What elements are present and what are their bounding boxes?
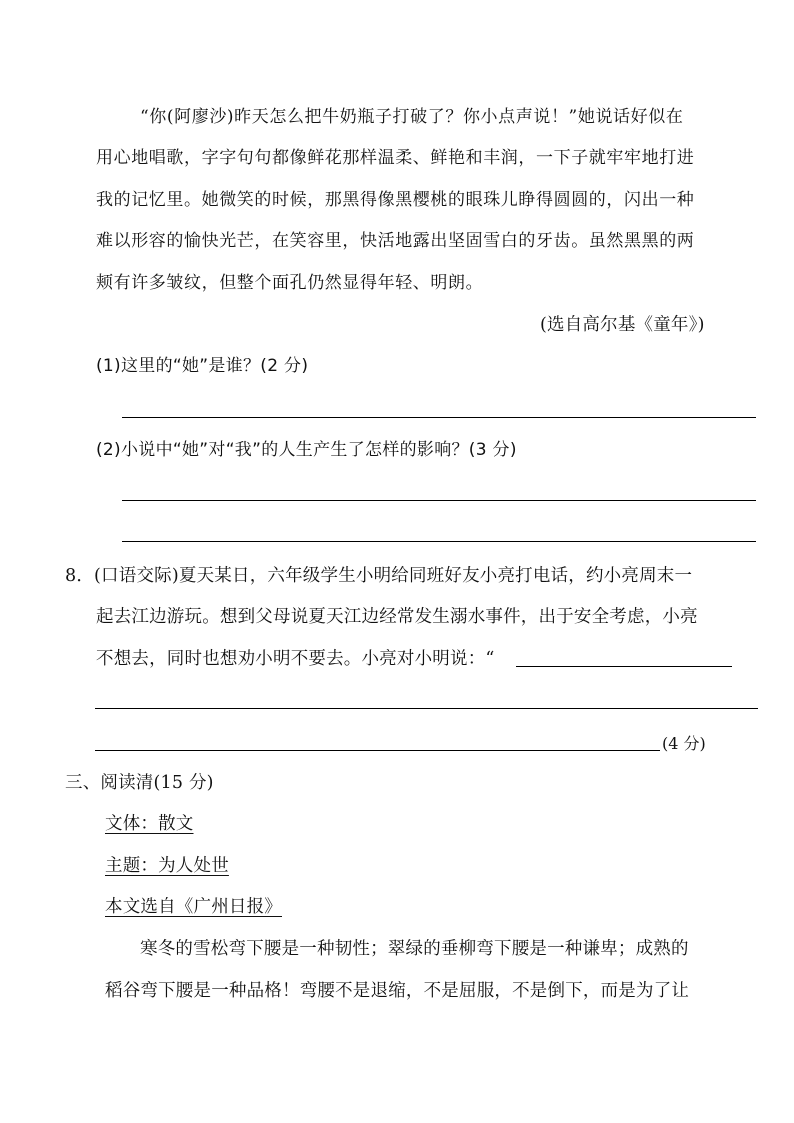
answer-line-q8-2[interactable] bbox=[95, 750, 660, 751]
question-1: (1)这里的“她”是谁？(2 分) bbox=[96, 356, 309, 376]
section-3-genre: 文体：散文 bbox=[105, 814, 194, 834]
answer-line-q2-1[interactable] bbox=[122, 500, 756, 501]
question-8-score: (4 分) bbox=[662, 734, 706, 753]
question-2: (2)小说中“她”对“我”的人生产生了怎样的影响？(3 分) bbox=[96, 440, 517, 460]
passage-source: (选自高尔基《童年》) bbox=[540, 315, 705, 335]
question-8-line-2: 起去江边游玩。想到父母说夏天江边经常发生溺水事件，出于安全考虑，小亮 bbox=[96, 607, 698, 627]
question-8-line-1: 8．(口语交际)夏天某日，六年级学生小明给同班好友小亮打电话，约小亮周末一 bbox=[65, 566, 693, 586]
passage-line-2: 用心地唱歌，字字句句都像鲜花那样温柔、鲜艳和丰润，一下子就牢牢地打进 bbox=[96, 148, 695, 168]
question-8-line-3: 不想去，同时也想劝小明不要去。小亮对小明说：“ bbox=[96, 649, 495, 669]
passage-line-3: 我的记忆里。她微笑的时候，那黑得像黑樱桃的眼珠儿睁得圆圆的，闪出一种 bbox=[96, 190, 695, 210]
answer-line-q8-inline[interactable] bbox=[516, 666, 732, 667]
section-3-heading: 三、阅读清(15 分) bbox=[65, 773, 214, 793]
section-3-source: 本文选自《广州日报》 bbox=[105, 897, 282, 917]
section-3-text-line-2: 稻谷弯下腰是一种品格！弯腰不是退缩，不是屈服，不是倒下，而是为了让 bbox=[105, 981, 690, 1001]
passage-line-4: 难以形容的愉快光芒，在笑容里，快活地露出坚固雪白的牙齿。虽然黑黑的两 bbox=[96, 231, 695, 251]
section-3-theme: 主题：为人处世 bbox=[105, 856, 229, 876]
answer-line-q2-2[interactable] bbox=[122, 541, 756, 542]
passage-line-5: 颊有许多皱纹，但整个面孔仍然显得年轻、明朗。 bbox=[96, 273, 484, 293]
answer-line-q1[interactable] bbox=[122, 417, 756, 418]
section-3-text-line-1: 寒冬的雪松弯下腰是一种韧性；翠绿的垂柳弯下腰是一种谦卑；成熟的 bbox=[140, 939, 689, 959]
passage-line-1: “你(阿廖沙)昨天怎么把牛奶瓶子打破了？你小点声说！”她说话好似在 bbox=[140, 107, 684, 127]
answer-line-q8-1[interactable] bbox=[95, 708, 758, 709]
